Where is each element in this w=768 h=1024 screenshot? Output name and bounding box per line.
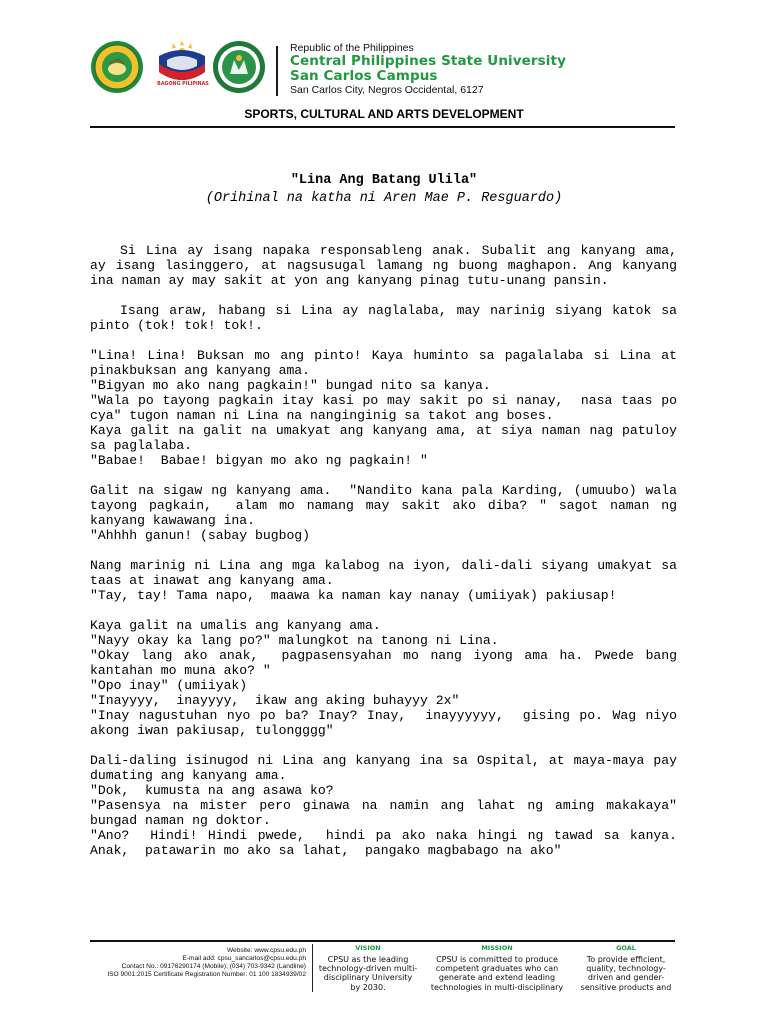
goal-heading: GOAL xyxy=(616,944,636,952)
story-paragraph: Nang marinig ni Lina ang mga kalabog na iyon, dali-dali siyang umakyat sa taas at inawat ang kanyang ama. "Tay, tay! Tama napo, maawa ka naman kay nanay (umiiyak) pakiusap! xyxy=(90,558,677,603)
contact-block xyxy=(80,947,306,979)
campus-seal-icon xyxy=(212,40,266,94)
email-text: E-mail add: cpsu_sancarlos@cpsu.edu.ph xyxy=(182,955,306,962)
story-author-line: (Orihinal na katha ni Aren Mae P. Resguardo) xyxy=(205,191,563,206)
iso-text: ISO 9001:2015 Certificate Registration Number: 01 100 1834939/02 xyxy=(107,971,306,978)
vision-text: CPSU as the leading technology-driven multi-disciplinary University by 2030. xyxy=(318,955,418,992)
goal-column xyxy=(574,944,678,994)
mission-column xyxy=(422,944,572,994)
university-name: Central Philippines State University xyxy=(290,53,566,69)
story-paragraph: Kaya galit na umalis ang kanyang ama. "Nayy okay ka lang po?" malungkot na tanong ni Lina. "Okay lang ako anak, pagpasensyahan mo nang iyong ama ha. Pwede bang kantahan mo muna ako? " "Opo inay" (umiiyak) "Inayyyy, inayyyy, ikaw ang aking buhayyy 2x" "Inay nagustuhan nyo po ba? Inay? Inay, inayyyyyy, gising po. Wag niyo akong iwan pakiusap, tulongggg" xyxy=(90,618,677,738)
website-text: Website: www.cpsu.edu.ph xyxy=(226,947,306,954)
story-title: "Lina Ang Batang Ulila" xyxy=(290,173,478,188)
mission-text: CPSU is committed to produce competent graduates who can generate and extend leading technologies in multi-disciplinary xyxy=(430,955,564,992)
contact-number-text: Contact No.: 09176290174 (Mobile); (034) 703-9342 (Landline) xyxy=(121,963,306,970)
footer-divider xyxy=(312,944,313,992)
story-paragraph: Galit na sigaw ng kanyang ama. "Nandito kana pala Karding, (umuubo) wala tayong pagkain, alam mo namang may sakit ako diba? " sagot naman ng kanyang kawawang ina. "Ahhhh ganun! (sabay bugbog) xyxy=(90,483,677,543)
story-paragraph: Si Lina ay isang napaka responsableng anak. Subalit ang kanyang ama, ay isang lasinggero, at nagsusugal lamang ng buong maghapon. Ang kanyang ina naman ay may sakit at yon ang kanyang pinag tutu-unang pansin. xyxy=(90,243,685,288)
cpsu-seal-icon xyxy=(90,40,144,94)
footer-rule xyxy=(90,940,675,942)
campus-name: San Carlos Campus xyxy=(290,68,438,84)
header-divider xyxy=(276,46,278,96)
story-paragraph: Dali-daling isinugod ni Lina ang kanyang ina sa Ospital, at maya-maya pay dumating ang kanyang ama. "Dok, kumusta na ang asawa ko? "Pasensya na mister pero ginawa na namin ang lahat ng aming makakaya" bungad naman ng doktor. "Ano? Hindi! Hindi pwede, hindi pa ako naka hingi ng tawad sa kanya. Anak, patawarin mo ako sa lahat, pangako magbabago na ako" xyxy=(90,753,677,858)
header-rule xyxy=(90,126,675,128)
bagong-pilipinas-label: BAGONG PILIPINAS xyxy=(157,82,209,87)
story-paragraph: "Lina! Lina! Buksan mo ang pinto! Kaya huminto sa pagalalaba si Lina at pinakbuksan ang kanyang ama. "Bigyan mo ako nang pagkain!" bungad nito sa kanya. "Wala po tayong pagkain itay kasi po may sakit po si nanay, nasa taas po cya" tugon naman ni Lina na nanginginig sa takot ang boses. Kaya galit na galit na umakyat ang kanyang ama, at siya naman nag patuloy sa paglalaba. "Babae! Babae! bigyan mo ako ng pagkain! " xyxy=(90,348,677,468)
mission-heading: MISSION xyxy=(481,944,513,952)
campus-address: San Carlos City, Negros Occidental, 6127 xyxy=(290,84,484,96)
story-body xyxy=(90,243,685,873)
story-paragraph: Isang araw, habang si Lina ay naglalaba, may narinig siyang katok sa pinto (tok! tok! tok!. xyxy=(90,303,685,333)
department-title: SPORTS, CULTURAL AND ARTS DEVELOPMENT xyxy=(244,107,524,121)
vision-heading: VISION xyxy=(355,944,381,952)
vision-column xyxy=(318,944,418,992)
republic-label: Republic of the Philippines xyxy=(290,42,414,54)
goal-text: To provide efficient, quality, technology-driven and gender-sensitive products and xyxy=(580,955,672,992)
